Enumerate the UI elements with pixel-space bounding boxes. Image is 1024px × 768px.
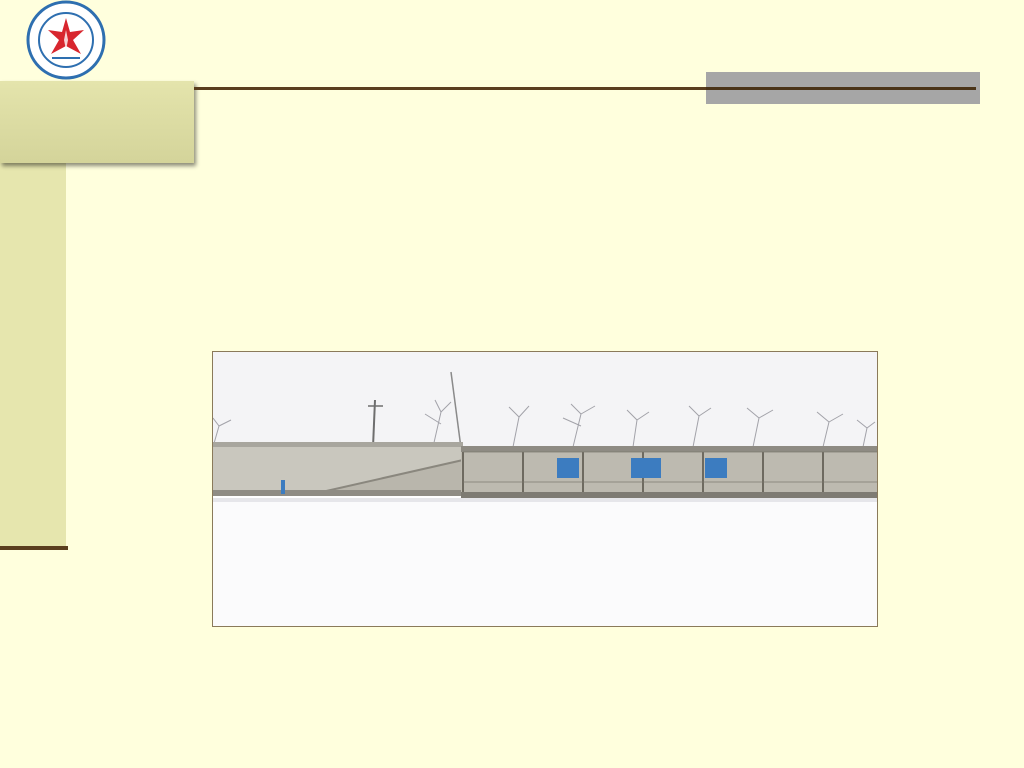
logo-icon xyxy=(26,0,106,80)
photo-image xyxy=(213,352,877,626)
company-logo xyxy=(26,0,106,80)
section-title-box xyxy=(0,81,194,163)
building-photo xyxy=(212,351,878,627)
gray-bar-rule xyxy=(706,87,976,90)
left-decorative-band xyxy=(0,160,66,548)
left-band-rule xyxy=(0,546,68,550)
